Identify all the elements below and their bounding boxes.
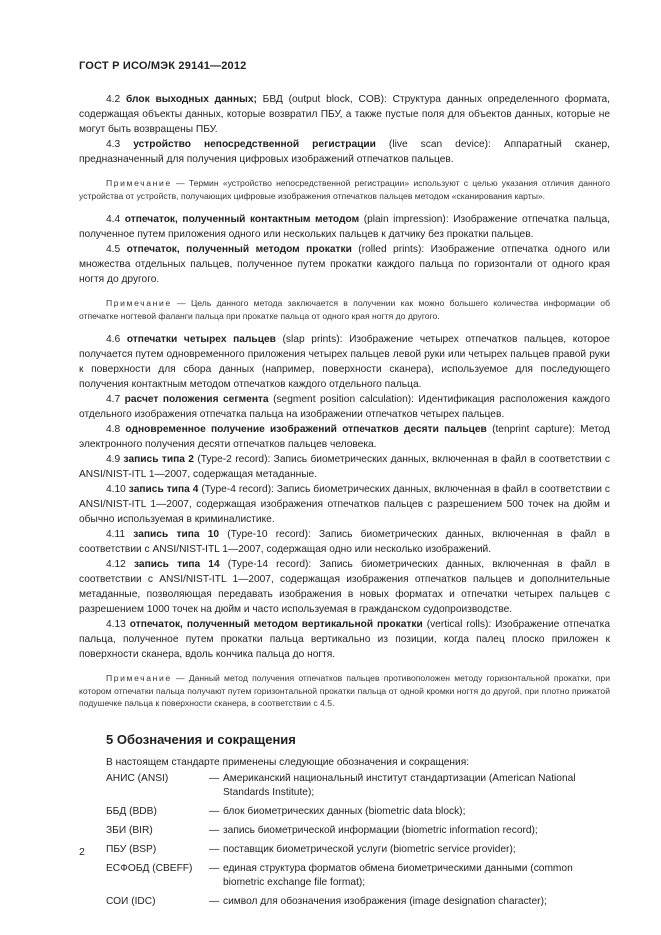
abbreviation-row: ПБУ (BSP) — поставщик биометрической услуги (biometric service provider); (106, 843, 516, 855)
term-4-5: 4.5 отпечаток, полученный методом прокатки (rolled prints): Изображение отпечатка одного или множества отдельных пальцев, полученное путем прокатки каждого пальца по горизонтали от одного края ногтя до другого. (79, 244, 610, 285)
note-4-13: Примечание — Данный метод получения отпечатков пальцев противоположен методу горизонтальной прокатки, при котором отпечатки пальца получают путем горизонтальной прокатки пальца от одной кромки ногтя до другой, при плотно прижатой подушечке пальца к поверхности сканера, в соответствии с 4.5. (79, 673, 610, 708)
section-title: 5 Обозначения и сокращения (106, 731, 296, 747)
term-4-12: 4.12 запись типа 14 (Type-14 record): Запись биометрических данных, включенная в файл в соответствии с ANSI/NIST-ITL 1—2007, содержащая изображения отпечатков пальцев и дополнительные метаданные, позволяющая передавать изображения в новых форматах и отпечатки четырех пальцев с разрешением 1000 точек на дюйм и часто используемая в гражданском судопроизводстве. (79, 559, 610, 615)
term-4-2: 4.2 блок выходных данных; БВД (output block, COB): Структура данных определенного формата, содержащая объекты данных, которые возвратил ПБУ, а также пустые поля для объектов данных, которые не могут быть возвращены ПБУ. (79, 94, 610, 135)
term-4-10: 4.10 запись типа 4 (Type-4 record): Запись биометрических данных, включенная в файл в соответствии с ANSI/NIST-ITL 1—2007, содержащая изображения отпечатков пальцев с разрешением 500 точек на дюйм и обычно используемая в криминалистике. (79, 484, 610, 525)
term-4-3: 4.3 устройство непосредственной регистрации (live scan device): Аппаратный сканер, предназначенный для получения цифровых изображений отпечатков пальцев. (79, 139, 610, 165)
abbreviation-row: ББД (BDB) — блок биометрических данных (biometric data block); (106, 805, 466, 817)
note-4-3: Примечание — Термин «устройство непосредственной регистрации» используют с целью указания отличия данного устройства от устройств, получающих цифровые изображения отпечатков пальцев методом «сканирования карты». (79, 178, 610, 201)
document-body (79, 92, 610, 914)
abbreviation-list (79, 772, 610, 909)
abbreviation-row: ЕСФОБД (CBEFF) — единая структура форматов обмена биометрическими данными (common biometric exchange file format); (106, 862, 573, 888)
abbreviation-row: АНИС (ANSI) — Американский национальный институт стандартизации (American National Standards Institute); (106, 772, 576, 798)
section-intro: В настоящем стандарте применены следующие обозначения и сокращения: (106, 756, 470, 768)
term-4-4: 4.4 отпечаток, полученный контактным методом (plain impression): Изображение отпечатка пальца, полученное путем приложения одного или нескольких пальцев к датчику без прокатки пальцев. (79, 214, 611, 240)
term-4-8: 4.8 одновременное получение изображений отпечатков десяти пальцев (tenprint capture): Метод электронного получения десяти отпечатков пальцев человека. (79, 424, 610, 450)
term-4-7: 4.7 расчет положения сегмента (segment position calculation): Идентификация расположения каждого отдельного изображения отпечатка пальца на изображении отпечатков четырех пальцев. (79, 394, 610, 420)
term-4-6: 4.6 отпечатки четырех пальцев (slap prints): Изображение четырех отпечатков пальцев, которое получается путем одновременного приложения четырех пальцев левой руки или четырех пальцев правой руки к поверхности для сбора данных (например, поверхности сканера), используемое для последующего получения контактным методом отпечатков каждого отдельного пальца. (79, 334, 610, 390)
term-4-13: 4.13 отпечаток, полученный методом вертикальной прокатки (vertical rolls): Изображение отпечатка пальца, полученное путем прокатки пальца вертикально из позиции, когда палец плоско приложен к поверхности сканера, вдоль кончика пальца до ногтя. (79, 619, 610, 660)
term-4-9: 4.9 запись типа 2 (Type-2 record): Запись биометрических данных, включенная в файл в соответствии с ANSI/NIST-ITL 1—2007, содержащая метаданные. (79, 454, 610, 480)
abbreviation-row: ЗБИ (BIR) — запись биометрической информации (biometric information record); (106, 824, 538, 836)
term-4-11: 4.11 запись типа 10 (Type-10 record): Запись биометрических данных, включенная в файл в соответствии с ANSI/NIST-ITL 1—2007, содержащая одно или несколько изображений. (79, 529, 610, 555)
document-header: ГОСТ Р ИСО/МЭК 29141—2012 (79, 60, 247, 72)
abbreviation-row: СОИ (IDC) — символ для обозначения изображения (image designation character); (106, 895, 547, 907)
note-4-5: Примечание — Цель данного метода заключается в получении как можно большего количества информации об отпечатке ногтевой фаланги пальца при прокатке пальца от одного края ногтя до другого. (79, 298, 610, 321)
page-number: 2 (79, 846, 85, 858)
